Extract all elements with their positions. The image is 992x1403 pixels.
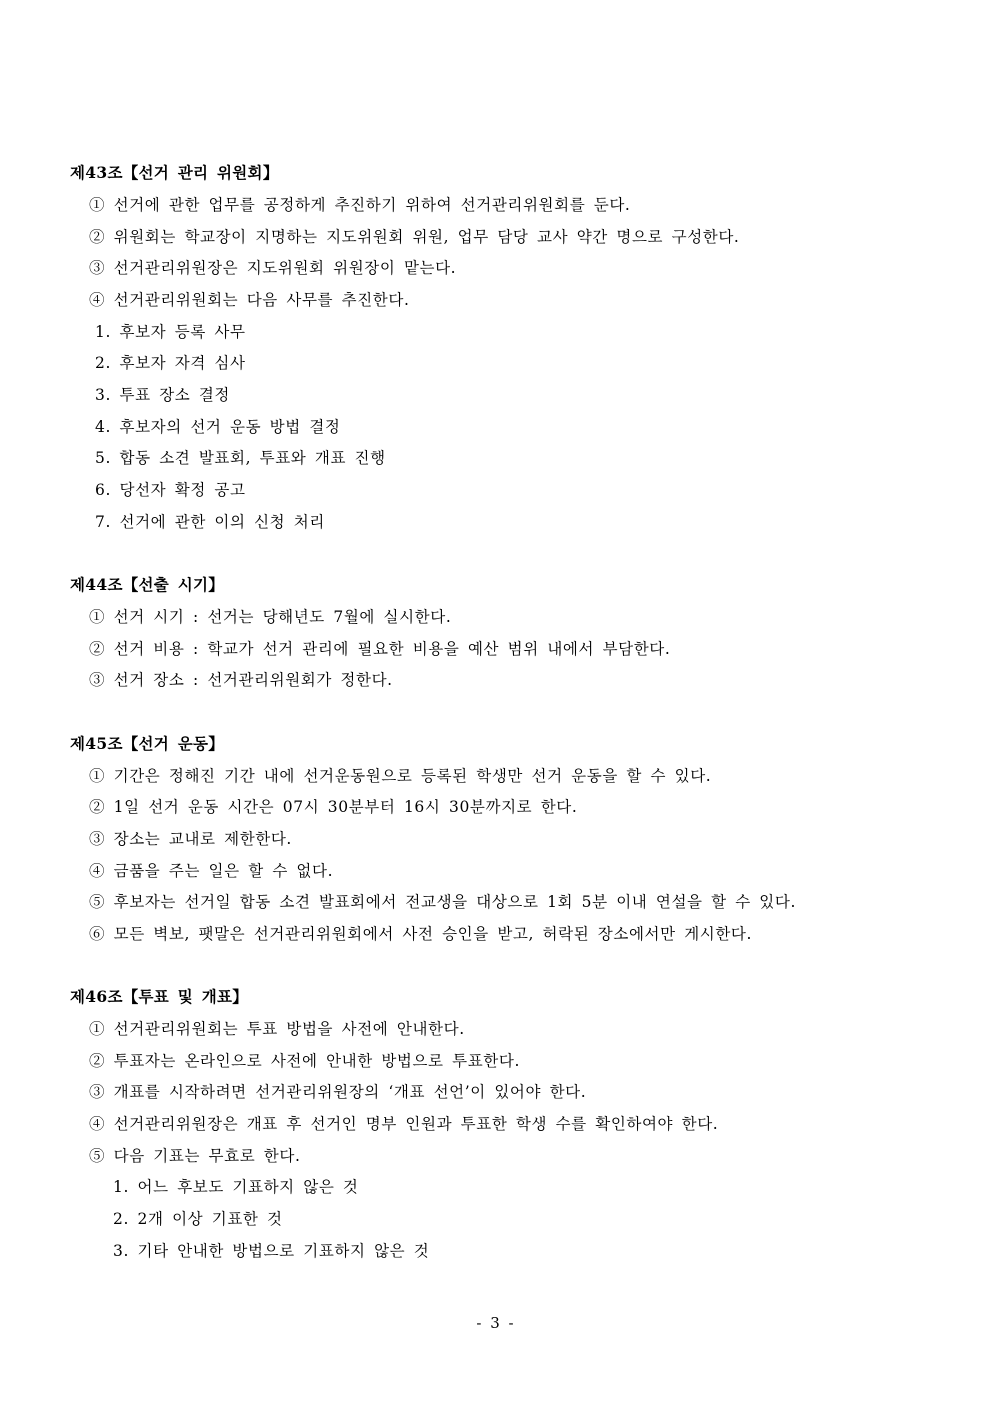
- article-43-item-4: ④ 선거관리위원회는 다음 사무를 추진한다.: [89, 291, 410, 309]
- article-43-subitem-4: 4. 후보자의 선거 운동 방법 결정: [95, 418, 341, 436]
- article-44-heading: 제44조【선출 시기】: [70, 575, 225, 594]
- article-43-subitem-3: 3. 투표 장소 결정: [95, 386, 231, 404]
- article-43-item-3: ③ 선거관리위원장은 지도위원회 위원장이 맡는다.: [89, 259, 457, 277]
- article-46-subitem-2: 2. 2개 이상 기표한 것: [113, 1210, 283, 1228]
- article-43-subitem-7: 7. 선거에 관한 이의 신청 처리: [95, 513, 325, 531]
- article-46-item-5: ⑤ 다음 기표는 무효로 한다.: [89, 1147, 301, 1165]
- article-43-subitem-5: 5. 합동 소견 발표회, 투표와 개표 진행: [95, 449, 386, 467]
- article-45-item-5: ⑤ 후보자는 선거일 합동 소견 발표회에서 전교생을 대상으로 1회 5분 이내 연설을 할 수 있다.: [89, 893, 796, 911]
- article-45-item-4: ④ 금품을 주는 일은 할 수 없다.: [89, 862, 334, 880]
- article-46-subitem-3: 3. 기타 안내한 방법으로 기표하지 않은 것: [113, 1242, 430, 1260]
- article-45-heading: 제45조【선거 운동】: [70, 734, 225, 753]
- article-43-subitem-2: 2. 후보자 자격 심사: [95, 354, 246, 372]
- article-43-subitem-1: 1. 후보자 등록 사무: [95, 323, 246, 341]
- article-43-subitem-6: 6. 당선자 확정 공고: [95, 481, 246, 499]
- article-45-item-3: ③ 장소는 교내로 제한한다.: [89, 830, 292, 848]
- article-46-item-4: ④ 선거관리위원장은 개표 후 선거인 명부 인원과 투표한 학생 수를 확인하여야 한다.: [89, 1115, 719, 1133]
- article-45-item-6: ⑥ 모든 벽보, 팻말은 선거관리위원회에서 사전 승인을 받고, 허락된 장소에서만 게시한다.: [89, 925, 753, 943]
- article-46-subitem-1: 1. 어느 후보도 기표하지 않은 것: [113, 1178, 359, 1196]
- article-45-item-1: ① 기간은 정해진 기간 내에 선거운동원으로 등록된 학생만 선거 운동을 할 수 있다.: [89, 767, 712, 785]
- article-44-item-3: ③ 선거 장소 : 선거관리위원회가 정한다.: [89, 671, 393, 689]
- page-number: - 3 -: [476, 1314, 516, 1332]
- article-46-item-1: ① 선거관리위원회는 투표 방법을 사전에 안내한다.: [89, 1020, 465, 1038]
- article-43-item-2: ② 위원회는 학교장이 지명하는 지도위원회 위원, 업무 담당 교사 약간 명으로 구성한다.: [89, 228, 740, 246]
- article-46-item-3: ③ 개표를 시작하려면 선거관리위원장의 ‘개표 선언’이 있어야 한다.: [89, 1083, 587, 1101]
- article-45-item-2: ② 1일 선거 운동 시간은 07시 30분부터 16시 30분까지로 한다.: [89, 798, 578, 816]
- article-44-item-1: ① 선거 시기 : 선거는 당해년도 7월에 실시한다.: [89, 608, 452, 626]
- article-43-heading: 제43조【선거 관리 위원회】: [70, 163, 279, 182]
- article-43-item-1: ① 선거에 관한 업무를 공정하게 추진하기 위하여 선거관리위원회를 둔다.: [89, 196, 631, 214]
- article-44-item-2: ② 선거 비용 : 학교가 선거 관리에 필요한 비용을 예산 범위 내에서 부담한다.: [89, 640, 671, 658]
- article-46-heading: 제46조【투표 및 개표】: [70, 987, 249, 1006]
- article-46-item-2: ② 투표자는 온라인으로 사전에 안내한 방법으로 투표한다.: [89, 1052, 520, 1070]
